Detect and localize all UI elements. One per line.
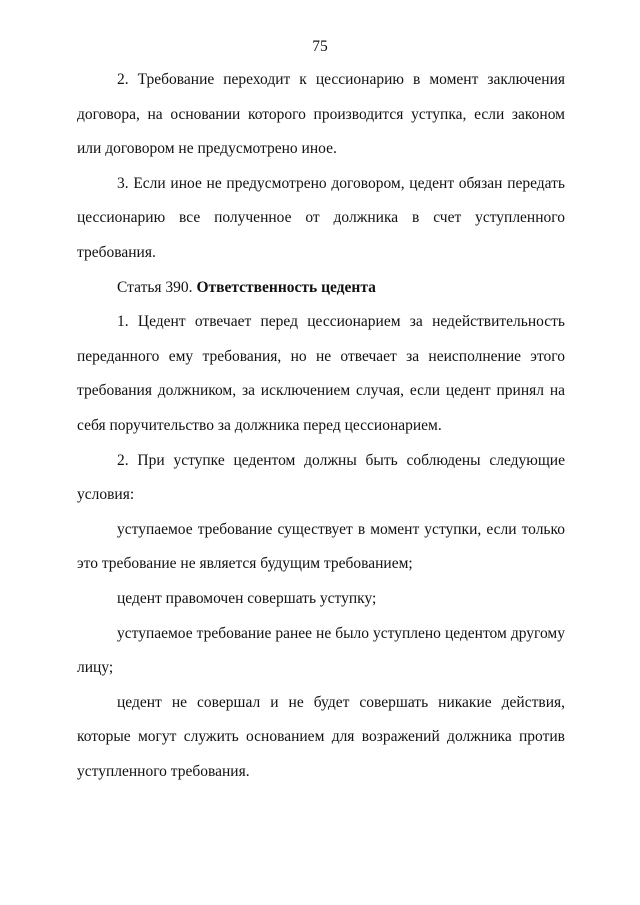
condition-item-2: цедент правомочен совершать уступку; [117,589,377,607]
article-title: Ответственность цедента [196,278,376,296]
paragraph-clause-3: 3. Если иное не предусмотрено договором, цедент обязан передать цессионарию все полученное от должника в счет уступленного требования. [77,174,565,261]
article-label: Статья 390. [117,278,193,296]
condition-item-1: уступаемое требование существует в момент уступки, если только это требование не является будущим требованием; [77,520,565,573]
document-body [77,63,565,789]
paragraph-clause-2: 2. Требование переходит к цессионарию в момент заключения договора, на основании которого производится уступка, если законом или договором не предусмотрено иное. [77,71,565,158]
article-paragraph-2: 2. При уступке цедентом должны быть соблюдены следующие условия: [77,451,565,504]
condition-item-4: цедент не совершал и не будет совершать никакие действия, которые могут служить основанием для возражений должника против уступленного требования. [77,693,565,780]
article-heading [77,271,565,306]
article-paragraph-1: 1. Цедент отвечает перед цессионарием за недействительность переданного ему требования, но не отвечает за неисполнение этого требования должником, за исключением случая, если цедент принял на себя поручительство за должника перед цессионарием. [77,313,565,434]
condition-item-3: уступаемое требование ранее не было уступлено цедентом другому лицу; [77,624,565,677]
page-number: 75 [312,38,328,55]
